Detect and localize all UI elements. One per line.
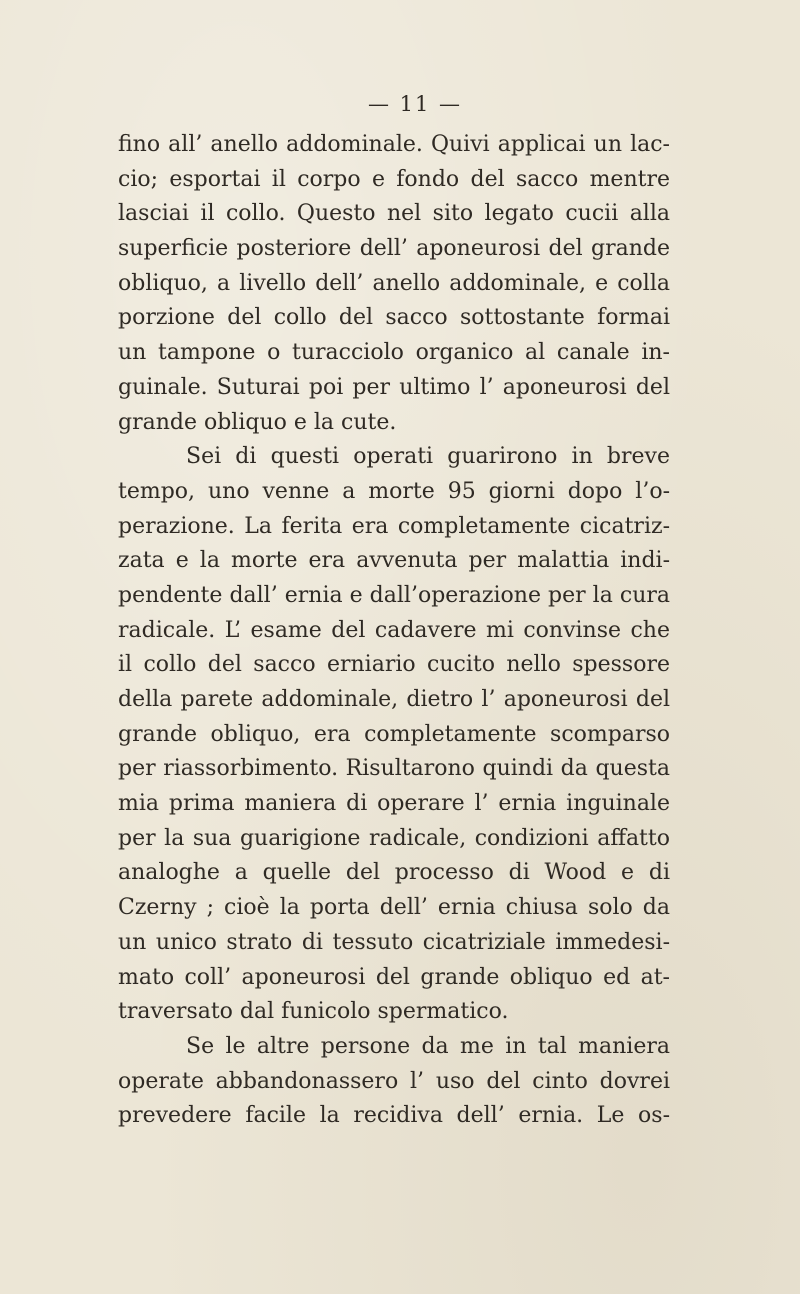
text-line: prevedere facile la recidiva dell’ ernia. Le os- (118, 1103, 670, 1129)
text-line: lasciai il collo. Questo nel sito legato cucii alla (118, 201, 670, 227)
text-line: per riassorbimento. Risultarono quindi da questa (118, 756, 670, 782)
page-number: — 11 — (367, 92, 463, 116)
paragraph-start-line: Sei di questi operati guarirono in breve (186, 444, 670, 470)
text-line: zata e la morte era avvenuta per malattia indi- (118, 548, 670, 574)
text-line: grande obliquo, era completamente scomparso (118, 721, 670, 747)
text-line: tempo, uno venne a morte 95 giorni dopo l’o- (118, 478, 670, 504)
text-line: della parete addominale, dietro l’ aponeurosi del (118, 687, 670, 712)
text-line: Czerny ; cioè la porta dell’ ernia chiusa solo da (118, 895, 670, 921)
text-line: porzione del collo del sacco sottostante formai (118, 305, 670, 331)
text-line: cio; esportai il corpo e fondo del sacco mentre (118, 166, 670, 192)
paragraph-end-line: traversato dal funicolo spermatico. (118, 999, 509, 1025)
text-line: obliquo, a livello dell’ anello addominale, e colla (118, 270, 670, 296)
text-line: fino all’ anello addominale. Quivi applicai un lac- (118, 132, 670, 157)
text-line: mia prima maniera di operare l’ ernia inguinale (118, 791, 670, 817)
text-line: mato coll’ aponeurosi del grande obliquo ed at- (118, 964, 670, 990)
text-line: il collo del sacco erniario cucito nello spessore (118, 652, 670, 678)
text-line: superficie posteriore dell’ aponeurosi del grande (118, 236, 670, 262)
text-line: per la sua guarigione radicale, condizioni affatto (118, 825, 670, 851)
text-line: un unico strato di tessuto cicatriziale immedesi- (118, 929, 670, 955)
paragraph-end-line: grande obliquo e la cute. (118, 409, 397, 435)
text-line: guinale. Suturai poi per ultimo l’ aponeurosi del (118, 374, 670, 400)
text-line: un tampone o turacciolo organico al canale in- (118, 340, 670, 366)
text-line: operate abbandonassero l’ uso del cinto dovrei (118, 1068, 670, 1094)
text-line: analoghe a quelle del processo di Wood e di (118, 860, 670, 886)
text-line: perazione. La ferita era completamente cicatriz- (118, 513, 670, 539)
text-line: radicale. L’ esame del cadavere mi convinse che (118, 617, 670, 643)
body-text (118, 128, 670, 1134)
paragraph-start-line: Se le altre persone da me in tal maniera (186, 1033, 670, 1059)
text-line: pendente dall’ ernia e dall’operazione per la cura (118, 582, 670, 608)
